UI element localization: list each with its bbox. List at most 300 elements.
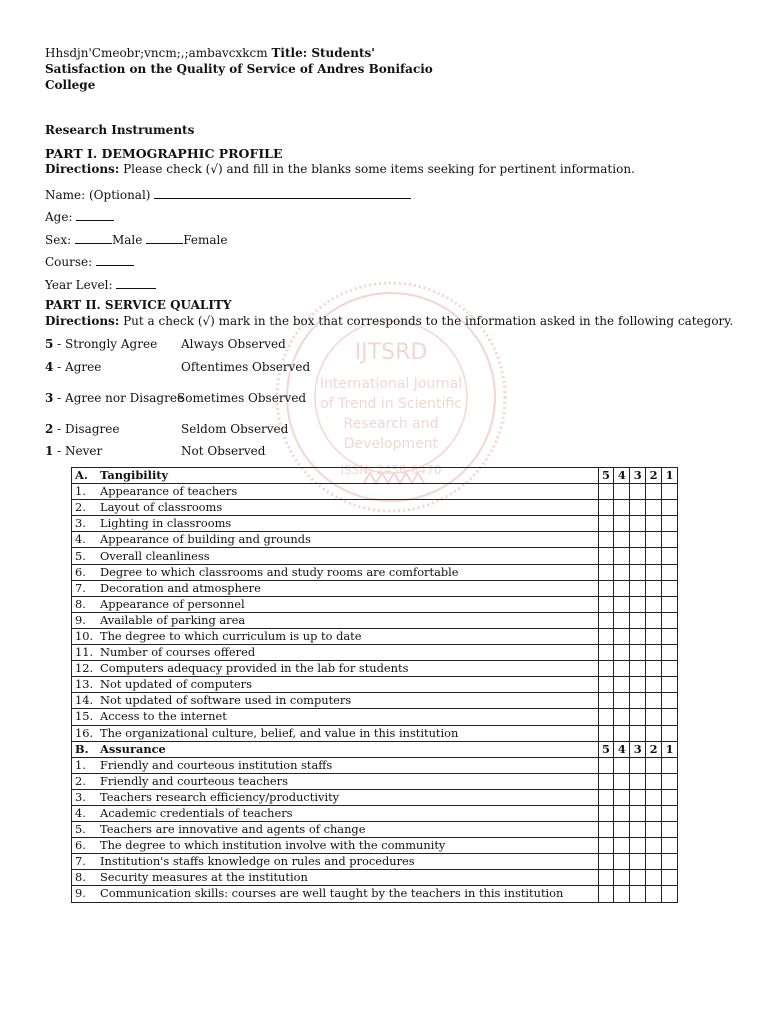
rating-checkbox-cell[interactable] <box>646 789 662 805</box>
rating-checkbox-cell[interactable] <box>614 886 630 902</box>
section-letter: A. <box>75 468 88 483</box>
section-letter: B. <box>75 741 89 756</box>
item-cell <box>72 580 599 596</box>
rating-checkbox-cell[interactable] <box>662 596 678 612</box>
item-text: Appearance of building and grounds <box>100 532 311 547</box>
item-text: Lighting in classrooms <box>100 516 232 531</box>
scale-row-3 <box>45 391 184 405</box>
rating-checkbox-cell[interactable] <box>646 677 662 693</box>
rating-checkbox-cell[interactable] <box>630 661 646 677</box>
item-cell <box>72 628 599 644</box>
scale-header-cell: 2 <box>646 468 662 484</box>
name-label: Name: (Optional) <box>45 188 151 202</box>
item-number: 9. <box>75 612 86 627</box>
rating-checkbox-cell[interactable] <box>646 516 662 532</box>
item-text: The degree to which institution involve with the community <box>100 838 446 853</box>
part2-directions <box>45 314 733 328</box>
table-row <box>72 886 678 902</box>
rating-checkbox-cell[interactable] <box>598 805 614 821</box>
male-blank[interactable] <box>75 231 112 244</box>
rating-checkbox-cell[interactable] <box>646 854 662 870</box>
item-text: Overall cleanliness <box>100 548 210 563</box>
rating-checkbox-cell[interactable] <box>646 822 662 838</box>
rating-checkbox-cell[interactable] <box>614 564 630 580</box>
rating-checkbox-cell[interactable] <box>662 612 678 628</box>
rating-checkbox-cell[interactable] <box>598 822 614 838</box>
table-row <box>72 822 678 838</box>
table-row <box>72 548 678 564</box>
section-title-cell <box>72 741 599 757</box>
item-number: 3. <box>75 789 86 804</box>
part1-heading: PART I. DEMOGRAPHIC PROFILE <box>45 146 283 161</box>
scale-label: - Disagree <box>53 422 120 436</box>
rating-checkbox-cell[interactable] <box>614 580 630 596</box>
rating-checkbox-cell[interactable] <box>598 838 614 854</box>
section-title: Tangibility <box>100 468 169 483</box>
rating-checkbox-cell[interactable] <box>598 725 614 741</box>
item-text: Not updated of computers <box>100 677 252 692</box>
rating-checkbox-cell[interactable] <box>614 628 630 644</box>
course-label: Course: <box>45 255 93 269</box>
rating-checkbox-cell[interactable] <box>614 548 630 564</box>
name-blank[interactable] <box>154 186 411 199</box>
year-field-row <box>45 276 156 292</box>
part2-directions-label: Directions: <box>45 314 120 328</box>
rating-checkbox-cell[interactable] <box>630 805 646 821</box>
rating-checkbox-cell[interactable] <box>614 645 630 661</box>
item-cell <box>72 822 599 838</box>
rating-checkbox-cell[interactable] <box>614 773 630 789</box>
rating-checkbox-cell[interactable] <box>646 532 662 548</box>
course-blank[interactable] <box>96 253 134 266</box>
rating-checkbox-cell[interactable] <box>662 661 678 677</box>
rating-checkbox-cell[interactable] <box>662 838 678 854</box>
rating-checkbox-cell[interactable] <box>614 677 630 693</box>
scale-header-cell: 4 <box>614 468 630 484</box>
item-text: Layout of classrooms <box>100 500 223 515</box>
rating-checkbox-cell[interactable] <box>598 854 614 870</box>
scale-row-2 <box>45 422 119 436</box>
item-cell <box>72 805 599 821</box>
scale-desc-4: Oftentimes Observed <box>181 360 311 374</box>
rating-checkbox-cell[interactable] <box>598 516 614 532</box>
scale-number: 4 <box>45 360 54 374</box>
rating-checkbox-cell[interactable] <box>598 484 614 500</box>
sex-field-row <box>45 231 227 247</box>
rating-checkbox-cell[interactable] <box>598 548 614 564</box>
rating-checkbox-cell[interactable] <box>598 789 614 805</box>
table-row <box>72 645 678 661</box>
rating-checkbox-cell[interactable] <box>630 838 646 854</box>
rating-checkbox-cell[interactable] <box>646 564 662 580</box>
item-number: 7. <box>75 580 86 595</box>
scale-number: 2 <box>45 422 54 436</box>
scale-label: - Agree <box>53 360 102 374</box>
rating-checkbox-cell[interactable] <box>614 822 630 838</box>
item-cell <box>72 677 599 693</box>
rating-checkbox-cell[interactable] <box>614 661 630 677</box>
title-label: Title: Students' <box>271 46 375 60</box>
rating-checkbox-cell[interactable] <box>630 564 646 580</box>
table-row <box>72 725 678 741</box>
rating-checkbox-cell[interactable] <box>614 838 630 854</box>
rating-checkbox-cell[interactable] <box>598 870 614 886</box>
rating-checkbox-cell[interactable] <box>646 838 662 854</box>
scale-header-cell: 5 <box>598 468 614 484</box>
rating-checkbox-cell[interactable] <box>630 677 646 693</box>
watermark-issn: ISSN: 2456-6470 <box>340 463 442 477</box>
rating-checkbox-cell[interactable] <box>598 612 614 628</box>
rating-checkbox-cell[interactable] <box>646 580 662 596</box>
rating-checkbox-cell[interactable] <box>662 757 678 773</box>
item-cell <box>72 500 599 516</box>
item-text: Degree to which classrooms and study rooms are comfortable <box>100 564 459 579</box>
rating-checkbox-cell[interactable] <box>630 612 646 628</box>
rating-checkbox-cell[interactable] <box>646 773 662 789</box>
rating-checkbox-cell[interactable] <box>646 612 662 628</box>
rating-checkbox-cell[interactable] <box>614 484 630 500</box>
item-number: 10. <box>75 628 94 643</box>
scale-number: 5 <box>45 337 54 351</box>
rating-checkbox-cell[interactable] <box>614 709 630 725</box>
table-row <box>72 628 678 644</box>
rating-checkbox-cell[interactable] <box>614 854 630 870</box>
rating-checkbox-cell[interactable] <box>614 693 630 709</box>
item-text: Computers adequacy provided in the lab for students <box>100 661 409 676</box>
table-row <box>72 580 678 596</box>
rating-checkbox-cell[interactable] <box>646 709 662 725</box>
rating-checkbox-cell[interactable] <box>646 548 662 564</box>
rating-checkbox-cell[interactable] <box>598 709 614 725</box>
rating-checkbox-cell[interactable] <box>662 870 678 886</box>
item-number: 1. <box>75 484 86 499</box>
item-text: Friendly and courteous teachers <box>100 773 288 788</box>
rating-checkbox-cell[interactable] <box>662 822 678 838</box>
rating-checkbox-cell[interactable] <box>646 886 662 902</box>
item-text: Friendly and courteous institution staffs <box>100 757 333 772</box>
rating-checkbox-cell[interactable] <box>630 773 646 789</box>
rating-checkbox-cell[interactable] <box>646 693 662 709</box>
rating-checkbox-cell[interactable] <box>598 757 614 773</box>
rating-checkbox-cell[interactable] <box>662 789 678 805</box>
rating-checkbox-cell[interactable] <box>614 596 630 612</box>
rating-checkbox-cell[interactable] <box>598 500 614 516</box>
rating-checkbox-cell[interactable] <box>598 532 614 548</box>
female-label: Female <box>183 233 228 247</box>
table-row <box>72 661 678 677</box>
rating-checkbox-cell[interactable] <box>614 757 630 773</box>
item-cell <box>72 773 599 789</box>
item-cell <box>72 838 599 854</box>
item-cell <box>72 886 599 902</box>
table-row <box>72 805 678 821</box>
rating-checkbox-cell[interactable] <box>630 822 646 838</box>
rating-checkbox-cell[interactable] <box>614 805 630 821</box>
item-text: The organizational culture, belief, and value in this institution <box>100 725 459 740</box>
item-text: Institution's staffs knowledge on rules and procedures <box>100 854 415 869</box>
rating-checkbox-cell[interactable] <box>662 805 678 821</box>
scale-row-1 <box>45 444 102 458</box>
scale-header-cell: 4 <box>614 741 630 757</box>
document-title-line3: College <box>45 78 96 92</box>
item-number: 8. <box>75 596 86 611</box>
table-row <box>72 757 678 773</box>
item-cell <box>72 564 599 580</box>
section-header-row <box>72 468 678 484</box>
rating-checkbox-cell[interactable] <box>630 725 646 741</box>
watermark-line4: Development <box>343 436 439 452</box>
table-row <box>72 484 678 500</box>
item-number: 12. <box>75 661 94 676</box>
scale-header-cell: 3 <box>630 741 646 757</box>
item-text: Decoration and atmosphere <box>100 580 261 595</box>
item-cell <box>72 789 599 805</box>
section-header-row <box>72 741 678 757</box>
rating-checkbox-cell[interactable] <box>646 870 662 886</box>
item-cell <box>72 645 599 661</box>
rating-checkbox-cell[interactable] <box>630 548 646 564</box>
female-blank[interactable] <box>146 231 183 244</box>
table-row <box>72 709 678 725</box>
watermark-line2: of Trend in Scientific <box>320 396 462 412</box>
item-cell <box>72 693 599 709</box>
item-cell <box>72 854 599 870</box>
rating-checkbox-cell[interactable] <box>598 677 614 693</box>
table-row <box>72 596 678 612</box>
item-number: 2. <box>75 500 86 515</box>
item-cell <box>72 661 599 677</box>
table-row <box>72 677 678 693</box>
sex-label: Sex: <box>45 233 72 247</box>
item-number: 7. <box>75 854 86 869</box>
scale-desc-2: Seldom Observed <box>181 422 289 436</box>
rating-checkbox-cell[interactable] <box>662 886 678 902</box>
rating-checkbox-cell[interactable] <box>662 548 678 564</box>
age-blank[interactable] <box>76 208 114 221</box>
rating-checkbox-cell[interactable] <box>630 854 646 870</box>
rating-checkbox-cell[interactable] <box>662 516 678 532</box>
item-number: 11. <box>75 645 94 660</box>
rating-checkbox-cell[interactable] <box>646 500 662 516</box>
rating-checkbox-cell[interactable] <box>614 870 630 886</box>
table-row <box>72 693 678 709</box>
scale-header-cell: 5 <box>598 741 614 757</box>
rating-checkbox-cell[interactable] <box>662 854 678 870</box>
rating-checkbox-cell[interactable] <box>598 773 614 789</box>
item-text: Communication skills: courses are well taught by the teachers in this institution <box>100 886 564 901</box>
table-row <box>72 500 678 516</box>
scale-header-cell: 2 <box>646 741 662 757</box>
item-cell <box>72 484 599 500</box>
table-row <box>72 854 678 870</box>
scale-desc-3: Sometimes Observed <box>177 391 307 405</box>
table-row <box>72 838 678 854</box>
rating-checkbox-cell[interactable] <box>662 484 678 500</box>
rating-checkbox-cell[interactable] <box>662 725 678 741</box>
item-number: 8. <box>75 870 86 885</box>
rating-checkbox-cell[interactable] <box>630 484 646 500</box>
rating-checkbox-cell[interactable] <box>630 628 646 644</box>
item-number: 3. <box>75 516 86 531</box>
section-title: Assurance <box>100 741 166 756</box>
table-row <box>72 564 678 580</box>
rating-checkbox-cell[interactable] <box>630 516 646 532</box>
item-number: 5. <box>75 822 86 837</box>
item-cell <box>72 516 599 532</box>
rating-checkbox-cell[interactable] <box>662 564 678 580</box>
rating-checkbox-cell[interactable] <box>598 564 614 580</box>
rating-checkbox-cell[interactable] <box>630 596 646 612</box>
item-text: Teachers research efficiency/productivity <box>100 789 340 804</box>
rating-checkbox-cell[interactable] <box>598 628 614 644</box>
rating-checkbox-cell[interactable] <box>662 580 678 596</box>
table-row <box>72 773 678 789</box>
year-label: Year Level: <box>45 278 113 292</box>
rating-checkbox-cell[interactable] <box>630 580 646 596</box>
course-field-row <box>45 253 134 269</box>
item-text: Not updated of software used in computers <box>100 693 352 708</box>
item-number: 1. <box>75 757 86 772</box>
item-text: The degree to which curriculum is up to date <box>100 628 362 643</box>
item-text: Appearance of teachers <box>100 484 238 499</box>
rating-checkbox-cell[interactable] <box>614 789 630 805</box>
rating-checkbox-cell[interactable] <box>630 757 646 773</box>
table-row <box>72 789 678 805</box>
item-cell <box>72 709 599 725</box>
rating-checkbox-cell[interactable] <box>646 725 662 741</box>
section-title-cell <box>72 468 599 484</box>
item-number: 9. <box>75 886 86 901</box>
rating-checkbox-cell[interactable] <box>662 645 678 661</box>
item-number: 2. <box>75 773 86 788</box>
item-cell <box>72 725 599 741</box>
scale-row-5 <box>45 337 157 351</box>
part2-heading: PART II. SERVICE QUALITY <box>45 298 232 312</box>
rating-checkbox-cell[interactable] <box>614 532 630 548</box>
research-instruments-heading: Research Instruments <box>45 123 195 137</box>
rating-checkbox-cell[interactable] <box>630 693 646 709</box>
rating-checkbox-cell[interactable] <box>630 645 646 661</box>
name-field-row <box>45 186 411 202</box>
rating-checkbox-cell[interactable] <box>662 693 678 709</box>
rating-checkbox-cell[interactable] <box>630 500 646 516</box>
rating-checkbox-cell[interactable] <box>662 773 678 789</box>
watermark-line3: Research and <box>343 416 439 432</box>
item-text: Academic credentials of teachers <box>100 806 293 821</box>
rating-checkbox-cell[interactable] <box>598 580 614 596</box>
scale-header-cell: 1 <box>662 468 678 484</box>
document-title-line2: Satisfaction on the Quality of Service of Andres Bonifacio <box>45 62 433 76</box>
item-text: Number of courses offered <box>100 645 256 660</box>
rating-checkbox-cell[interactable] <box>598 596 614 612</box>
rating-checkbox-cell[interactable] <box>662 709 678 725</box>
rating-checkbox-cell[interactable] <box>662 677 678 693</box>
watermark-line1: International Journal <box>319 376 463 392</box>
rating-checkbox-cell[interactable] <box>630 789 646 805</box>
service-quality-table <box>71 467 678 903</box>
item-text: Available of parking area <box>100 612 246 627</box>
part1-directions-label: Directions: <box>45 162 120 176</box>
rating-checkbox-cell[interactable] <box>630 532 646 548</box>
scale-number: 1 <box>45 444 54 458</box>
rating-checkbox-cell[interactable] <box>614 725 630 741</box>
rating-checkbox-cell[interactable] <box>630 886 646 902</box>
rating-checkbox-cell[interactable] <box>614 612 630 628</box>
item-cell <box>72 757 599 773</box>
rating-checkbox-cell[interactable] <box>646 484 662 500</box>
rating-checkbox-cell[interactable] <box>630 709 646 725</box>
item-cell <box>72 548 599 564</box>
rating-checkbox-cell[interactable] <box>630 870 646 886</box>
rating-checkbox-cell[interactable] <box>662 628 678 644</box>
watermark-abbr: IJTSRD <box>354 340 428 365</box>
part2-directions-text: Put a check (√) mark in the box that corresponds to the information asked in the following category. <box>119 314 734 328</box>
item-cell <box>72 870 599 886</box>
scale-desc-1: Not Observed <box>181 444 266 458</box>
item-cell <box>72 532 599 548</box>
table-row <box>72 612 678 628</box>
rating-checkbox-cell[interactable] <box>662 500 678 516</box>
scale-label: - Agree nor Disagree <box>53 391 185 405</box>
item-text: Access to the internet <box>100 709 227 724</box>
item-number: 5. <box>75 548 86 563</box>
rating-checkbox-cell[interactable] <box>598 645 614 661</box>
item-number: 4. <box>75 806 86 821</box>
item-number: 16. <box>75 725 94 740</box>
scale-header-cell: 3 <box>630 468 646 484</box>
item-cell <box>72 596 599 612</box>
item-text: Teachers are innovative and agents of change <box>100 822 366 837</box>
rating-checkbox-cell[interactable] <box>646 757 662 773</box>
table-row <box>72 870 678 886</box>
document-title-line1 <box>45 46 375 60</box>
item-number: 6. <box>75 838 86 853</box>
rating-checkbox-cell[interactable] <box>646 596 662 612</box>
rating-checkbox-cell[interactable] <box>614 500 630 516</box>
rating-checkbox-cell[interactable] <box>598 886 614 902</box>
rating-checkbox-cell[interactable] <box>598 661 614 677</box>
part1-directions-text: Please check (√) and fill in the blanks some items seeking for pertinent information. <box>119 162 635 176</box>
rating-checkbox-cell[interactable] <box>646 661 662 677</box>
scale-header-cell: 1 <box>662 741 678 757</box>
part1-directions <box>45 162 635 176</box>
item-number: 6. <box>75 564 86 579</box>
year-blank[interactable] <box>116 276 156 289</box>
scale-desc-5: Always Observed <box>181 337 286 351</box>
item-number: 4. <box>75 532 86 547</box>
scale-label: - Strongly Agree <box>53 337 158 351</box>
age-label: Age: <box>45 210 73 224</box>
rating-checkbox-cell[interactable] <box>646 628 662 644</box>
table-row <box>72 516 678 532</box>
age-field-row <box>45 208 114 224</box>
rating-checkbox-cell[interactable] <box>614 516 630 532</box>
item-text: Appearance of personnel <box>100 596 245 611</box>
rating-checkbox-cell[interactable] <box>662 532 678 548</box>
scale-label: - Never <box>53 444 103 458</box>
item-cell <box>72 612 599 628</box>
rating-checkbox-cell[interactable] <box>646 805 662 821</box>
table-row <box>72 532 678 548</box>
rating-checkbox-cell[interactable] <box>598 693 614 709</box>
scale-row-4 <box>45 360 101 374</box>
male-label: Male <box>111 233 143 247</box>
item-number: 14. <box>75 693 94 708</box>
item-number: 13. <box>75 677 94 692</box>
rating-checkbox-cell[interactable] <box>646 645 662 661</box>
item-text: Security measures at the institution <box>100 870 308 885</box>
title-prefix: Hhsdjn'Cmeobr;vncm;,;ambavcxkcm <box>45 46 268 60</box>
